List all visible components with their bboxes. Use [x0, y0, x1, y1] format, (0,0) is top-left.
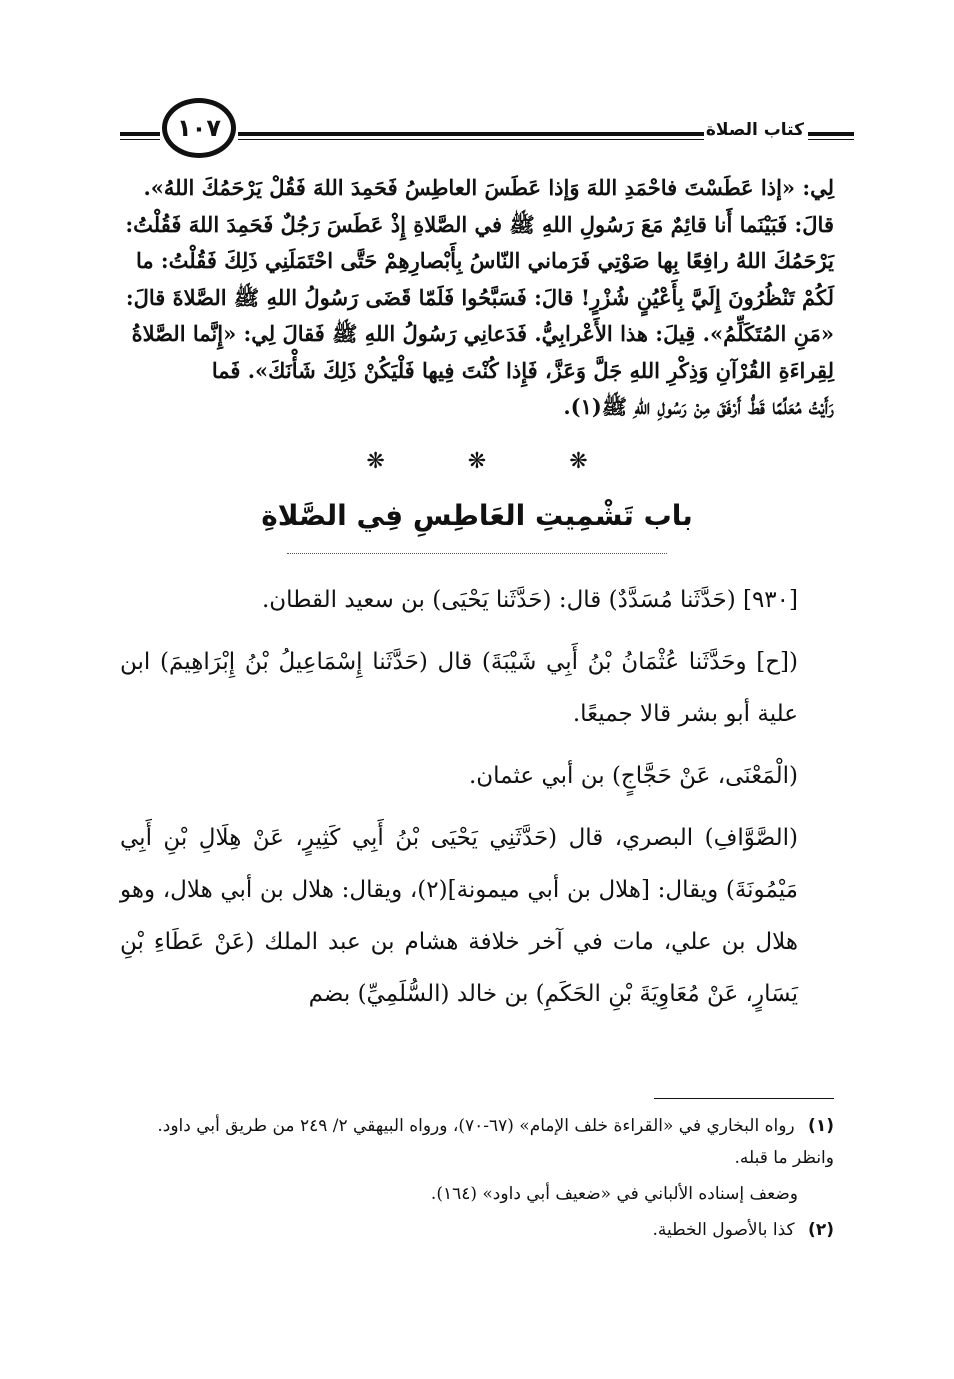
text-line: يَرْحَمُكَ اللهُ رافِعًا بِها صَوْتِي فَرَماني النّاسُ بِأَبْصارِهِمْ حَتَّى احْتَمَلَنِي ذَلِكَ فَقُلْتُ: ما — [135, 248, 834, 273]
footnote-number: (٢) — [808, 1220, 834, 1240]
section-separator: ❋ ❋ ❋ — [366, 448, 626, 474]
footnotes — [120, 1110, 834, 1250]
text-line: لِي: «إذا عَطَسْتَ فاحْمَدِ اللهَ وَإذا عَطَسَ العاطِسُ فَحَمِدَ اللهَ فَقُلْ يَرْحَمُكَ اللهُ». — [143, 175, 834, 200]
footnote-number: (١) — [808, 1116, 834, 1136]
paragraph: ([ح] وحَدَّثَنا عُثْمَانُ بْنُ أَبِي شَيْبَةَ) قال (حَدَّثَنا إِسْمَاعِيلُ بْنُ إِبْرَاهِيمَ) ابن علية أبو بشر قالا جميعًا. — [120, 648, 798, 727]
footnote-text: رواه البخاري في «القراءة خلف الإمام» (٦٧-٧٠)، ورواه البيهقي ٢/ ٢٤٩ من طريق أبي داود. وانظر ما قبله. — [157, 1116, 834, 1168]
chapter-divider — [287, 553, 667, 554]
page-number: ١٠٧ — [162, 98, 236, 158]
commentary-body — [120, 574, 834, 1020]
footnote-item — [120, 1110, 834, 1174]
footnote-item — [120, 1214, 834, 1246]
footnote-text: كذا بالأصول الخطية. — [652, 1220, 795, 1240]
page-header — [120, 88, 854, 168]
text-line: رَأَيْتُ مُعَلِّمًا قَطُّ أَرْفَقَ مِنْ رَسُولِ اللهِ ﷺ(١). — [563, 394, 834, 419]
paragraph: (الصَّوَّافِ) البصري، قال (حَدَّثَنِي يَحْيَى بْنُ أَبِي كَثِيرٍ، عَنْ هِلَالِ بْنِ أَبِي مَيْمُونَةَ) ويقال: [هلال بن أبي ميمونة](٢)، ويقال: هلال بن أبي هلال، وهو هلال بن علي، مات في آخر خلافة هشام بن عبد الملك (عَنْ عَطَاءِ بْنِ يَسَارٍ، عَنْ مُعَاوِيَةَ بْنِ الحَكَمِ) بن خالد (السُّلَمِيِّ) بضم — [120, 824, 798, 1007]
text-line: لِقِراءَةِ القُرْآنِ وَذِكْرِ اللهِ جَلَّ وَعَزَّ، فَإِذا كُنْتَ فِيها فَلْيَكُنْ ذَلِكَ شَأْنَكَ». فَما — [211, 357, 834, 383]
text-line: لَكُمْ تَنْظُرُونَ إِلَيَّ بِأَعْيُنٍ شُزْرٍ! قالَ: فَسَبَّحُوا فَلَمّا قَضَى رَسُولُ اللهِ ﷺ الصَّلاةَ قالَ: — [125, 284, 834, 310]
footnote-text: وضعف إسناده الألباني في «ضعيف أبي داود» (١٦٤). — [430, 1184, 798, 1204]
paragraph: (الْمَعْنَى، عَنْ حَجَّاجٍ) بن أبي عثمان. — [468, 762, 798, 789]
header-rule — [238, 132, 704, 140]
header-rule-right-short — [808, 132, 854, 140]
footnote-item — [120, 1178, 834, 1210]
text-line: «مَنِ المُتَكَلِّمُ». قِيلَ: هذا الأَعْرابِيُّ. فَدَعانِي رَسُولُ اللهِ ﷺ فَقالَ لِي: «إِنَّما الصَّلاةُ — [131, 321, 834, 346]
footnote-divider — [654, 1098, 834, 1099]
running-title: كتاب الصلاة — [705, 120, 804, 140]
main-content — [120, 170, 834, 1030]
paragraph: [٩٣٠] (حَدَّثَنا مُسَدَّدٌ) قال: (حَدَّثَنا يَحْيَى) بن سعيد القطان. — [261, 586, 798, 613]
chapter-title: باب تَشْمِيتِ العَاطِسِ فِي الصَّلاةِ — [261, 499, 693, 532]
header-rule-left-short — [120, 132, 160, 140]
text-line: قالَ: فَبَيْنَما أَنا قائِمٌ مَعَ رَسُولِ اللهِ ﷺ في الصَّلاةِ إِذْ عَطَسَ رَجُلٌ فَحَمِدَ اللهَ فَقُلْتُ: — [125, 211, 834, 237]
